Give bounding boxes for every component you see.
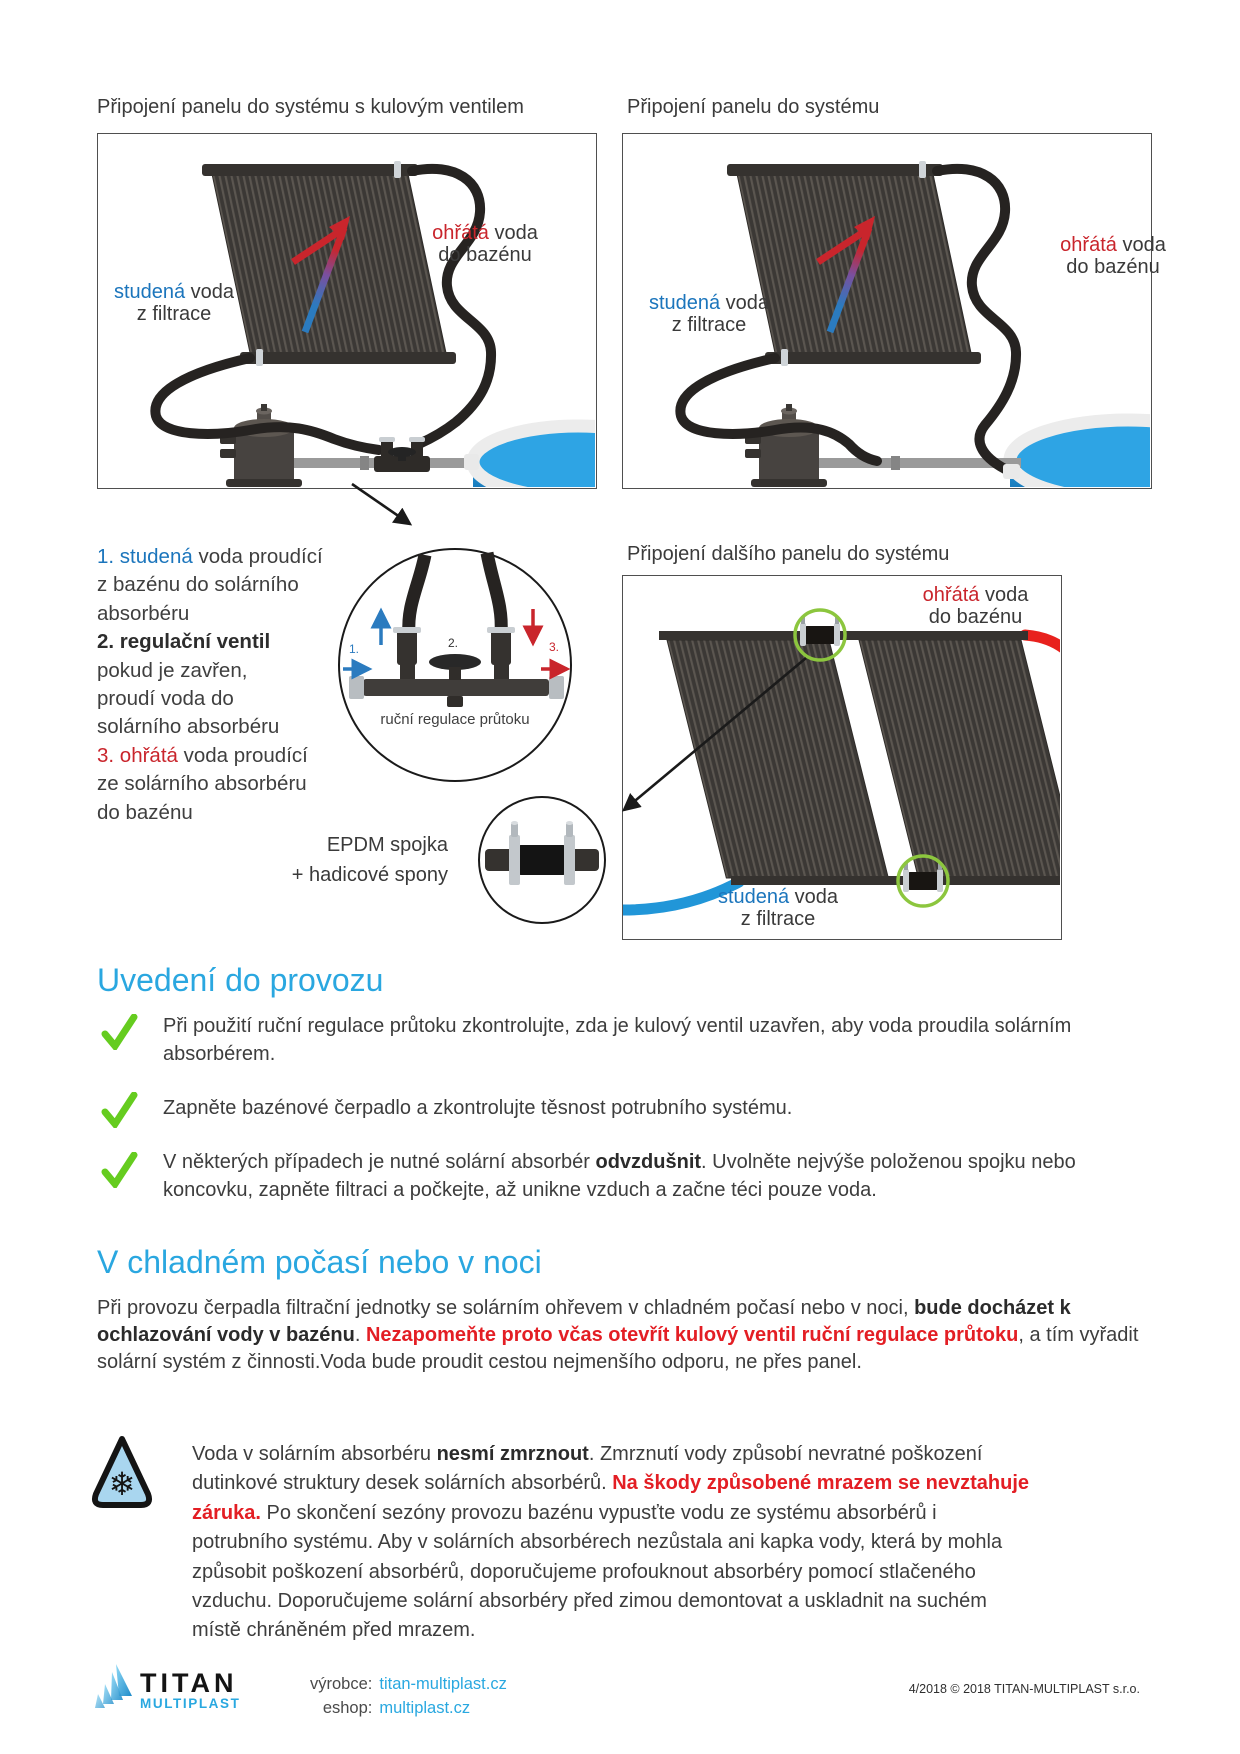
num-3: 3. (549, 640, 560, 654)
cold-weather-heading: V chladném počasí nebo v noci (97, 1244, 542, 1280)
pool-inlet-fitting (1003, 464, 1020, 479)
epdm-connector (800, 616, 840, 646)
legend-line: 3. ohřátá voda proudící (97, 743, 308, 767)
frost-warning-text: Voda v solárním absorbéru nesmí zmrznout. Zmrznutí vody způsobí nevratné poškození dutinkové struktury desek solárních absorbérů. Na škody způsobené mrazem se nevztahuje záruka. Po skončení sezóny provozu bazénu vypusťte vodu ze systému absorbérů i potrubního systému. Aby v solárních absorbérech nezůstala ani kapka vody, která by mohla způsobit poškození absorbérů, doporučujeme profouknout absorbéry pomocí stlačeného vzduchu. Doporučujeme solární absorbéry před zimou demontovat a uskladnit na suchém místě chráněném před mrazem. (192, 1443, 1030, 1642)
legend-line: proudí voda do (97, 687, 234, 711)
frost-warning-icon (90, 1432, 154, 1512)
diagram3-box (622, 575, 1062, 940)
startup-item-3: V některých případech je nutné solární absorbér odvzdušnit. Uvolněte nejvýše položenou spojku nebo koncovku, zapněte filtraci a počkejte, až unikne vzduch a začne téci pouze voda. (163, 1151, 1076, 1201)
hose-end (485, 849, 513, 871)
diagram1-title: Připojení panelu do systému s kulovým ventilem (97, 96, 524, 118)
cold-water-label: studená voda z filtrace (113, 281, 235, 325)
diagram3-title: Připojení dalšího panelu do systému (627, 543, 950, 565)
hot-water-label: ohřátá voda do bazénu (922, 584, 1029, 628)
pool (1010, 420, 1150, 487)
check-icon (100, 1152, 138, 1188)
valve-detail-caption: ruční regulace průtoku (380, 711, 530, 728)
producer-label: výrobce: (310, 1675, 373, 1693)
pool (473, 426, 595, 487)
legend-line: pokud je zavřen, (97, 658, 248, 682)
legend-line: 1. studená voda proudící (97, 545, 323, 568)
num-2: 2. (448, 636, 459, 650)
legend-line: ze solárního absorbéru (97, 772, 307, 796)
bottom-header-bar (731, 876, 1060, 885)
pipe-coupler (360, 456, 369, 470)
filter-pump (745, 404, 827, 487)
eshop-label: eshop: (322, 1699, 373, 1717)
top-header-bar (659, 631, 805, 640)
titan-logo-text (140, 1670, 241, 1712)
solar-panel-1 (667, 640, 888, 878)
pool-inlet-fitting (464, 454, 479, 470)
check-icon (100, 1014, 138, 1050)
valve-detail-illustration (337, 547, 573, 783)
snowflake-icon: ❄ (108, 1466, 136, 1502)
eshop-link[interactable]: multiplast.cz (379, 1699, 471, 1717)
ball-valve-tee (374, 437, 430, 472)
epdm-detail-circle (477, 795, 607, 925)
cold-weather-paragraph: Při provozu čerpadla filtrační jednotky se solárním ohřevem v chladném počasí nebo v noci, bude docházet k ochlazování vody v bazénu. Nezapomeňte proto včas otevřít kulový ventil ruční regulace průtoku, a tím vyřadit solární systém z činnosti.Voda bude proudit cestou nejmenšího odporu, ne přes panel. (97, 1297, 1139, 1373)
hot-water-pipe (1025, 635, 1060, 671)
startup-item-2: Zapněte bazénové čerpadlo a zkontrolujte těsnost potrubního systému. (163, 1097, 793, 1119)
epdm-detail-illustration (477, 795, 607, 925)
epdm-label: EPDM spojka + hadicové spony (291, 834, 448, 886)
legend-line: solárního absorbéru (97, 715, 280, 739)
startup-heading: Uvedení do provozu (97, 962, 384, 998)
solar-panel-2 (859, 640, 1060, 878)
diagram2-box (622, 133, 1166, 489)
copyright-text: 4/2018 © 2018 TITAN-MULTIPLAST s.r.o. (908, 1682, 1140, 1696)
diagram3-illustration (623, 576, 1060, 938)
footer-links (310, 1672, 507, 1720)
top-header-bar (835, 631, 1028, 640)
diagram1-box (97, 133, 597, 489)
legend-line: z bazénu do solárního (97, 573, 299, 597)
diagram2-title: Připojení panelu do systému (627, 96, 880, 118)
check-icon (100, 1092, 138, 1128)
legend-line: 2. regulační ventil (97, 630, 271, 654)
logo-titan: TITAN (140, 1668, 238, 1698)
hot-water-label: ohřátá voda do bazénu (1060, 234, 1166, 278)
titan-logo-icon (92, 1662, 134, 1714)
hose-end (571, 849, 599, 871)
legend-line: do bazénu (97, 800, 193, 824)
startup-item-1: Při použití ruční regulace průtoku zkontrolujte, zda je kulový ventil uzavřen, aby voda proudila solárním absorbérem. (163, 1015, 1072, 1065)
filter-pump (220, 404, 302, 487)
legend-line: absorbéru (97, 601, 190, 625)
valve-detail-circle (337, 547, 573, 783)
hot-water-label: ohřátá voda do bazénu (432, 222, 538, 266)
producer-link[interactable]: titan-multiplast.cz (379, 1675, 507, 1693)
logo-multiplast: MULTIPLAST (140, 1696, 241, 1711)
num-1: 1. (349, 642, 360, 656)
cold-water-label: studená voda z filtrace (717, 886, 839, 930)
pipe-coupler (891, 456, 900, 470)
cold-water-label: studená voda z filtrace (648, 292, 770, 336)
epdm-coupler (515, 845, 569, 875)
